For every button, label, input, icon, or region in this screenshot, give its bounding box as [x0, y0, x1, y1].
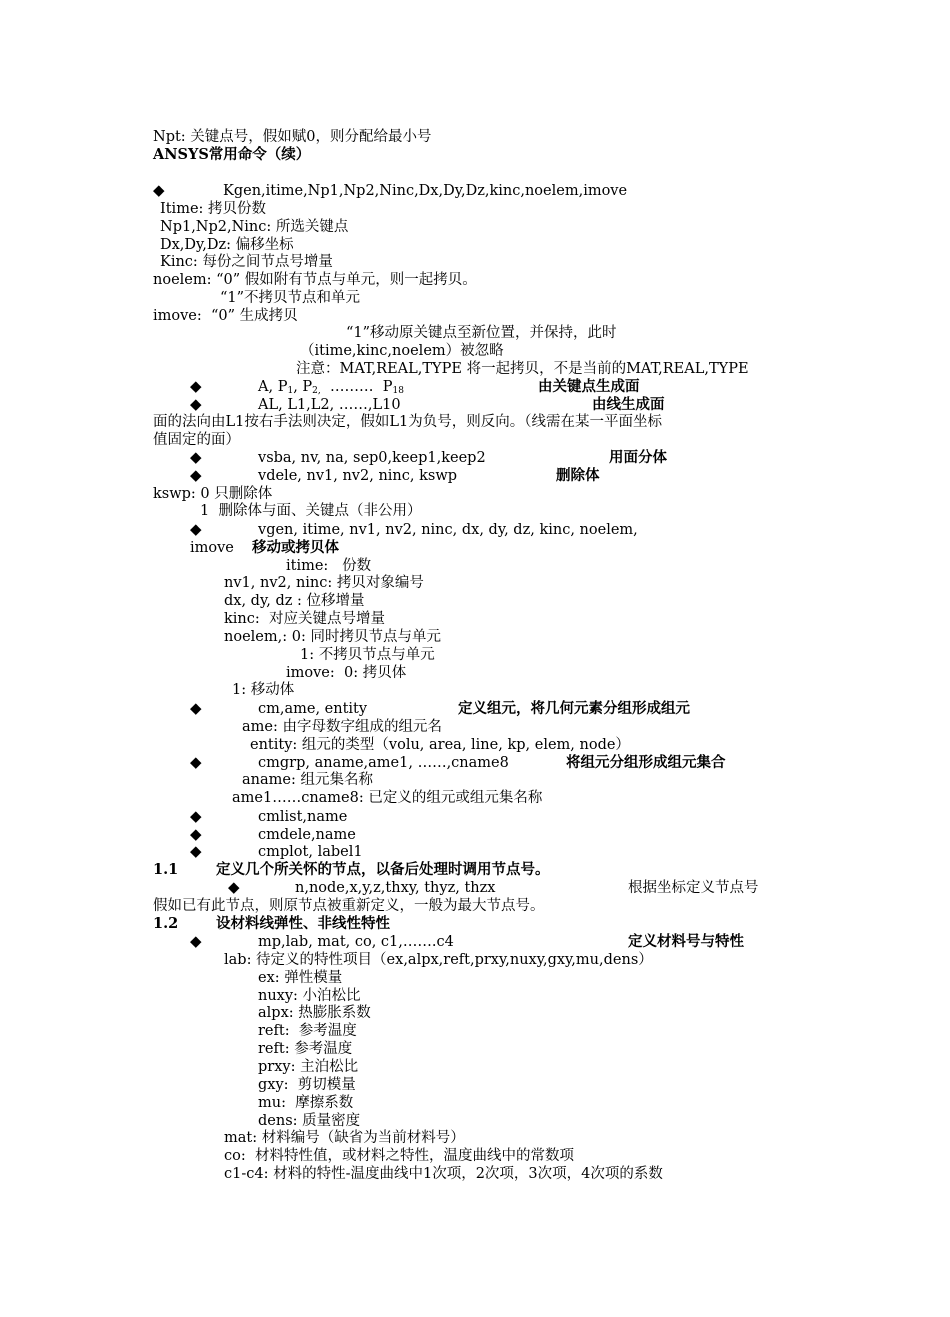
bullet-icon: ◆: [190, 699, 202, 717]
section-heading: 设材料线弹性、非线性特性: [216, 915, 390, 932]
bullet-icon: ◆: [228, 878, 240, 896]
command-line: cm,ame, entity: [258, 701, 368, 717]
text-line: nuxy: 小泊松比: [258, 988, 361, 1004]
command-line: AL, L1,L2, ……,L10: [258, 397, 401, 413]
text-line: mu: 摩擦系数: [258, 1095, 354, 1111]
text-line: ex: 弹性模量: [258, 970, 343, 986]
text-line: kinc: 对应关键点号增量: [224, 611, 385, 627]
command-description: 定义组元，将几何元素分组形成组元: [458, 700, 690, 717]
text-line: （itime,kinc,noelem）被忽略: [300, 343, 504, 359]
command-line: cmlist,name: [258, 809, 348, 825]
text-fragment: ……… P: [320, 379, 393, 395]
command-line: Kgen,itime,Np1,Np2,Ninc,Dx,Dy,Dz,kinc,noelem,imove: [223, 183, 628, 199]
section-heading: 定义几个所关怀的节点，以备后处理时调用节点号。: [216, 861, 550, 878]
bullet-icon: ◆: [190, 807, 202, 825]
bullet-icon: ◆: [153, 181, 165, 199]
text-line: c1-c4: 材料的特性-温度曲线中1次项，2次项，3次项，4次项的系数: [224, 1166, 663, 1182]
text-line: imove: “0” 生成拷贝: [153, 308, 298, 324]
text-line: aname: 组元集名称: [242, 772, 373, 788]
bullet-icon: ◆: [190, 520, 202, 538]
text-fragment: , P: [293, 379, 313, 395]
command-description: 将组元分组形成组元集合: [566, 754, 726, 771]
text-line: noelem: “0” 假如附有节点与单元，则一起拷贝。: [153, 272, 477, 288]
bullet-icon: ◆: [190, 932, 202, 950]
bullet-icon: ◆: [190, 825, 202, 843]
command-description: 删除体: [556, 467, 600, 484]
command-line: vsba, nv, na, sep0,keep1,keep2: [258, 450, 486, 466]
command-line: cmdele,name: [258, 827, 356, 843]
text-line: 值固定的面）: [153, 432, 240, 448]
command-line: vdele, nv1, nv2, ninc, kswp: [258, 468, 458, 484]
text-line: reft: 参考温度: [258, 1023, 357, 1039]
text-line: itime: 份数: [286, 558, 372, 574]
command-description: 移动或拷贝体: [252, 539, 339, 556]
text-line: 面的法向由L1按右手法则决定，假如L1为负号，则反向。（线需在某一平面坐标: [153, 414, 662, 430]
bullet-icon: ◆: [190, 395, 202, 413]
bullet-icon: ◆: [190, 466, 202, 484]
text-line: 1: 移动体: [232, 682, 295, 698]
command-line: mp,lab, mat, co, c1,…….c4: [258, 934, 454, 950]
section-number: 1.1: [153, 861, 179, 878]
section-heading: ANSYS常用命令（续）: [153, 146, 311, 163]
text-line: Itime: 拷贝份数: [160, 201, 267, 217]
command-description: 定义材料号与特性: [628, 933, 744, 950]
text-line: alpx: 热膨胀系数: [258, 1005, 371, 1021]
text-line: 假如已有此节点，则原节点被重新定义，一般为最大节点号。: [153, 898, 545, 914]
text-line: Kinc: 每份之间节点号增量: [160, 254, 333, 270]
bullet-icon: ◆: [190, 448, 202, 466]
bullet-icon: ◆: [190, 842, 202, 860]
text-line: nv1, nv2, ninc: 拷贝对象编号: [224, 575, 424, 591]
text-line: “1”不拷贝节点和单元: [220, 290, 361, 306]
text-line: gxy: 剪切模量: [258, 1077, 356, 1093]
text-line: imove: 0: 拷贝体: [286, 665, 407, 681]
text-line: 1 删除体与面、关键点（非公用）: [200, 503, 422, 519]
text-line: Np1,Np2,Ninc: 所选关键点: [160, 219, 349, 235]
command-description: 由关键点生成面: [538, 378, 640, 395]
command-line: cmgrp, aname,ame1, ……,cname8: [258, 755, 509, 771]
text-line: dx, dy, dz : 位移增量: [224, 593, 365, 609]
text-line: co: 材料特性值，或材料之特性，温度曲线中的常数项: [224, 1148, 574, 1164]
text-line: lab: 待定义的特性项目（ex,alpx,reft,prxy,nuxy,gxy,mu,dens）: [224, 952, 653, 968]
text-line: reft: 参考温度: [258, 1041, 353, 1057]
text-fragment: A, P: [258, 379, 288, 395]
text-line: kswp: 0 只删除体: [153, 486, 273, 502]
text-line: 1: 不拷贝节点与单元: [300, 647, 435, 663]
command-description: 用面分体: [609, 449, 667, 466]
text-line: dens: 质量密度: [258, 1113, 361, 1129]
text-line: prxy: 主泊松比: [258, 1059, 359, 1075]
text-line: imove: [190, 540, 234, 556]
command-line: n,node,x,y,z,thxy, thyz, thzx: [295, 880, 496, 896]
text-line: Npt: 关键点号，假如赋0，则分配给最小号: [153, 129, 432, 145]
text-line: Dx,Dy,Dz: 偏移坐标: [160, 237, 294, 253]
text-line: 注意：MAT,REAL,TYPE 将一起拷贝，不是当前的MAT,REAL,TYPE: [296, 361, 749, 377]
bullet-icon: ◆: [190, 377, 202, 395]
command-line: vgen, itime, nv1, nv2, ninc, dx, dy, dz, kinc, noelem,: [258, 522, 638, 538]
section-number: 1.2: [153, 915, 179, 932]
command-description: 由线生成面: [592, 396, 665, 413]
text-line: entity: 组元的类型（volu, area, line, kp, elem, node）: [250, 737, 630, 753]
subscript: 18: [392, 386, 404, 396]
command-description: 根据坐标定义节点号: [628, 880, 759, 896]
text-line: ame: 由字母数字组成的组元名: [242, 719, 442, 735]
text-line: mat: 材料编号（缺省为当前材料号）: [224, 1130, 465, 1146]
text-line: noelem,: 0: 同时拷贝节点与单元: [224, 629, 441, 645]
bullet-icon: ◆: [190, 753, 202, 771]
text-line: “1”移动原关键点至新位置，并保持，此时: [346, 325, 617, 341]
command-line: cmplot, label1: [258, 844, 363, 860]
subscript: 2,: [312, 386, 321, 396]
subscript: 1: [287, 386, 294, 396]
text-line: ame1……cname8: 已定义的组元或组元集名称: [232, 790, 543, 806]
